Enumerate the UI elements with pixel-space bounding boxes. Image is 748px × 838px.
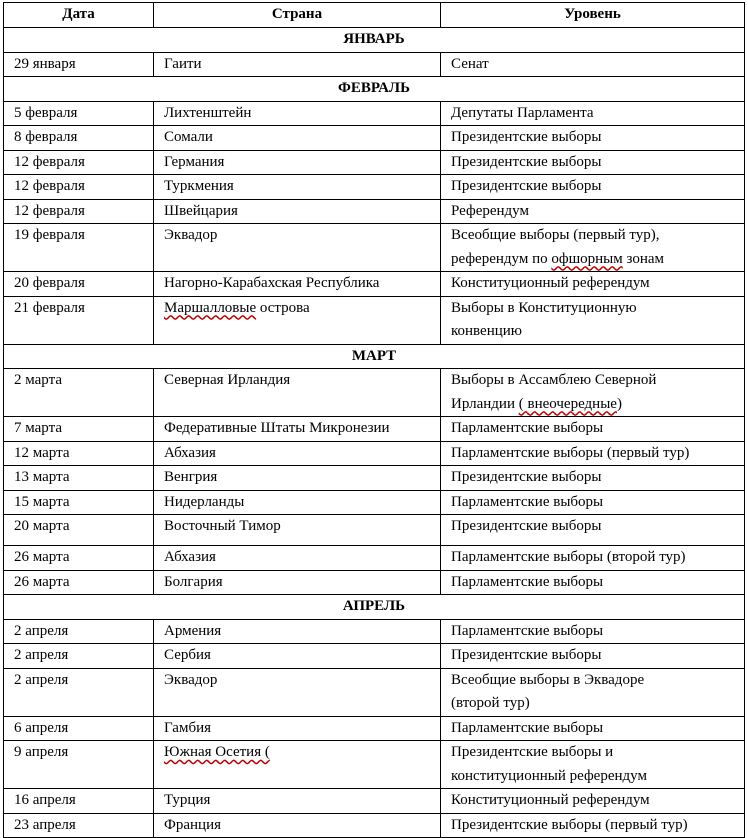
date-cell: 29 января <box>4 52 154 77</box>
month-april: АПРЕЛЬ <box>4 595 745 620</box>
level-cell: Парламентские выборы <box>441 570 745 595</box>
country-cell: Сербия <box>154 644 441 669</box>
table-row <box>4 490 745 515</box>
table-row <box>4 668 745 716</box>
table-row <box>4 813 745 838</box>
level-line: конституционный референдум <box>451 767 647 784</box>
table-row <box>4 52 745 77</box>
level-cell: Парламентские выборы <box>441 619 745 644</box>
table-row <box>4 570 745 595</box>
table-row <box>4 150 745 175</box>
country-cell: Лихтенштейн <box>154 101 441 126</box>
spellcheck-word: Южная Осетия ( <box>164 744 270 760</box>
date-cell: 15 марта <box>4 490 154 515</box>
table-header-row <box>4 3 745 28</box>
date-cell: 20 февраля <box>4 272 154 297</box>
date-cell: 8 февраля <box>4 126 154 151</box>
header-country: Страна <box>154 3 441 28</box>
level-cell: Президентские выборы <box>441 515 745 546</box>
country-cell: Германия <box>154 150 441 175</box>
country-cell: Нагорно-Карабахская Республика <box>154 272 441 297</box>
level-line: Всеобщие выборы в Эквадоре <box>451 671 645 688</box>
table-row <box>4 515 745 546</box>
level-cell: Президентские выборы <box>441 150 745 175</box>
spellcheck-word: Маршалловые <box>164 299 257 316</box>
country-cell: Гамбия <box>154 716 441 741</box>
level-cell: Парламентские выборы <box>441 490 745 515</box>
level-cell <box>441 296 745 344</box>
level-line: ) <box>616 395 622 412</box>
level-cell: Президентские выборы (первый тур) <box>441 813 745 838</box>
date-cell: 7 марта <box>4 417 154 442</box>
country-cell: Сомали <box>154 126 441 151</box>
level-cell: Парламентские выборы <box>441 417 745 442</box>
date-cell: 6 апреля <box>4 716 154 741</box>
country-cell: Гаити <box>154 52 441 77</box>
month-february: ФЕВРАЛЬ <box>4 77 745 102</box>
month-row <box>4 77 745 102</box>
table-row <box>4 644 745 669</box>
table-row <box>4 101 745 126</box>
level-cell <box>441 668 745 716</box>
level-cell <box>441 741 745 789</box>
table-row <box>4 417 745 442</box>
date-cell: 12 февраля <box>4 199 154 224</box>
level-line: Выборы в Ассамблею Северной <box>451 372 657 388</box>
date-cell: 21 февраля <box>4 296 154 344</box>
table-row <box>4 175 745 200</box>
level-line: референдум по <box>451 250 552 267</box>
country-cell <box>154 296 441 344</box>
level-cell: Сенат <box>441 52 745 77</box>
table-row <box>4 466 745 491</box>
table-row <box>4 199 745 224</box>
level-line: Выборы в Конституционную <box>451 299 637 316</box>
level-cell: Парламентские выборы (второй тур) <box>441 546 745 571</box>
date-cell: 5 февраля <box>4 101 154 126</box>
country-cell: Эквадор <box>154 224 441 272</box>
table-row <box>4 296 745 344</box>
country-cell: Восточный Тимор <box>154 515 441 546</box>
country-cell: Туркмения <box>154 175 441 200</box>
month-row <box>4 595 745 620</box>
level-cell: Конституционный референдум <box>441 789 745 814</box>
table-row <box>4 441 745 466</box>
country-cell: Турция <box>154 789 441 814</box>
level-cell: Референдум <box>441 199 745 224</box>
country-cell: Нидерланды <box>154 490 441 515</box>
table-row <box>4 716 745 741</box>
country-cell: Северная Ирландия <box>154 369 441 417</box>
country-cell: Эквадор <box>154 668 441 716</box>
table-row <box>4 741 745 789</box>
country-cell: Болгария <box>154 570 441 595</box>
table-row <box>4 619 745 644</box>
country-cell: Армения <box>154 619 441 644</box>
date-cell: 12 марта <box>4 441 154 466</box>
level-line: Президентские выборы и <box>451 744 614 760</box>
month-row <box>4 28 745 53</box>
country-cell <box>154 741 441 789</box>
country-cell: Франция <box>154 813 441 838</box>
level-cell: Президентские выборы <box>441 466 745 491</box>
date-cell: 26 марта <box>4 546 154 571</box>
month-march: МАРТ <box>4 344 745 369</box>
level-cell: Президентские выборы <box>441 175 745 200</box>
date-cell: 2 апреля <box>4 668 154 716</box>
date-cell: 2 марта <box>4 369 154 417</box>
level-cell: Парламентские выборы (первый тур) <box>441 441 745 466</box>
table-row <box>4 546 745 571</box>
date-cell: 2 апреля <box>4 619 154 644</box>
country-text: острова <box>256 299 310 316</box>
table-row <box>4 126 745 151</box>
date-cell: 23 апреля <box>4 813 154 838</box>
level-cell: Президентские выборы <box>441 644 745 669</box>
date-cell: 12 февраля <box>4 150 154 175</box>
country-cell: Швейцария <box>154 199 441 224</box>
level-cell <box>441 224 745 272</box>
country-cell: Абхазия <box>154 441 441 466</box>
date-cell: 16 апреля <box>4 789 154 814</box>
spellcheck-word: ( внеочередные <box>518 395 617 412</box>
date-cell: 2 апреля <box>4 644 154 669</box>
table-row <box>4 224 745 272</box>
level-line: конвенцию <box>451 323 522 339</box>
date-cell: 26 марта <box>4 570 154 595</box>
month-row <box>4 344 745 369</box>
date-cell: 9 апреля <box>4 741 154 789</box>
month-january: ЯНВАРЬ <box>4 28 745 53</box>
date-cell: 20 марта <box>4 515 154 546</box>
country-cell: Федеративные Штаты Микронезии <box>154 417 441 442</box>
spellcheck-word: офшорным <box>551 250 623 267</box>
country-cell: Венгрия <box>154 466 441 491</box>
level-line: (второй тур) <box>451 695 530 711</box>
level-line: зонам <box>622 250 664 267</box>
table-row <box>4 369 745 417</box>
date-cell: 19 февраля <box>4 224 154 272</box>
level-cell: Депутаты Парламента <box>441 101 745 126</box>
header-level: Уровень <box>441 3 745 28</box>
date-cell: 13 марта <box>4 466 154 491</box>
level-cell: Парламентские выборы <box>441 716 745 741</box>
country-cell: Абхазия <box>154 546 441 571</box>
level-cell: Президентские выборы <box>441 126 745 151</box>
elections-table <box>3 2 745 838</box>
table-row <box>4 272 745 297</box>
level-cell <box>441 369 745 417</box>
level-line: Всеобщие выборы (первый тур), <box>451 227 660 243</box>
level-cell: Конституционный референдум <box>441 272 745 297</box>
date-cell: 12 февраля <box>4 175 154 200</box>
header-date: Дата <box>4 3 154 28</box>
table-row <box>4 789 745 814</box>
level-line: Ирландии <box>451 395 519 412</box>
